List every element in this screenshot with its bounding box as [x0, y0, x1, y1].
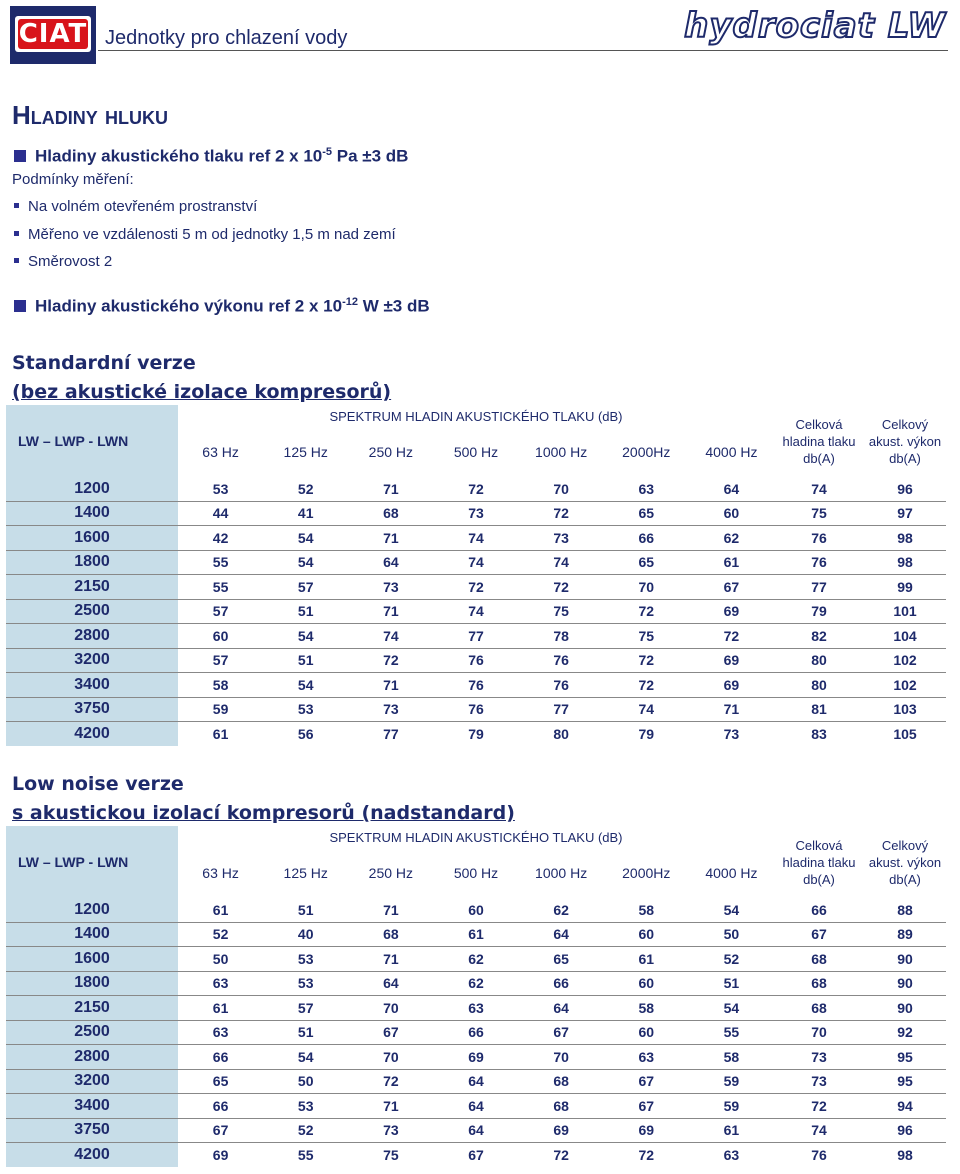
value-cell: 50 — [263, 1069, 348, 1094]
value-cell: 54 — [263, 673, 348, 698]
value-cell: 52 — [178, 922, 263, 947]
value-cell: 102 — [864, 648, 946, 673]
noise-table-standard — [6, 405, 946, 746]
value-cell: 82 — [774, 624, 864, 649]
value-cell: 62 — [433, 971, 518, 996]
value-cell: 74 — [519, 550, 604, 575]
value-cell: 66 — [178, 1094, 263, 1119]
condition-item — [14, 198, 257, 215]
value-cell: 72 — [553, 1146, 569, 1163]
table-row — [6, 697, 946, 722]
value-cell: 64 — [519, 922, 604, 947]
value-cell: 75 — [519, 599, 604, 624]
value-cell: 70 — [604, 575, 689, 600]
value-cell: 66 — [519, 971, 604, 996]
model-cell: 1600 — [6, 947, 178, 972]
bullet-sound-power — [14, 296, 430, 317]
value-cell: 68 — [774, 996, 864, 1021]
table-row — [6, 1094, 946, 1119]
table-row — [6, 501, 946, 526]
value-cell: 90 — [864, 996, 946, 1021]
value-cell: 96 — [864, 1118, 946, 1143]
value-cell: 69 — [689, 599, 774, 624]
band-header: 63 Hz — [202, 444, 239, 460]
table-row — [6, 971, 946, 996]
table-row — [6, 550, 946, 575]
model-cell: 2800 — [6, 1045, 178, 1070]
value-cell: 64 — [433, 1094, 518, 1119]
value-cell: 54 — [263, 1045, 348, 1070]
bullet-dot-icon — [14, 258, 19, 263]
model-cell: 2800 — [6, 624, 178, 649]
value-cell: 55 — [178, 550, 263, 575]
value-cell: 68 — [519, 1094, 604, 1119]
bullet-sound-pressure — [14, 146, 408, 167]
model-cell: 2500 — [6, 1020, 178, 1045]
value-cell: 76 — [519, 648, 604, 673]
value-cell: 71 — [348, 673, 433, 698]
value-cell: 60 — [178, 624, 263, 649]
condition-text: Na volném otevřeném prostranství — [28, 198, 258, 215]
total-pressure-header: Celková hladina tlaku db(A) — [782, 416, 856, 466]
value-cell: 69 — [689, 673, 774, 698]
value-cell: 64 — [519, 996, 604, 1021]
spectrum-header: SPEKTRUM HLADIN AKUSTICKÉHO TLAKU (dB) — [329, 408, 623, 424]
bullet-dot-icon — [14, 203, 19, 208]
band-header: 4000 Hz — [705, 444, 758, 460]
value-cell: 63 — [178, 971, 263, 996]
model-cell: 1400 — [6, 922, 178, 947]
value-cell: 59 — [178, 697, 263, 722]
table-row — [6, 648, 946, 673]
value-cell: 80 — [774, 648, 864, 673]
value-cell: 67 — [519, 1020, 604, 1045]
band-header: 125 Hz — [283, 444, 328, 460]
value-cell: 77 — [383, 725, 399, 742]
value-cell: 74 — [433, 526, 518, 551]
value-cell: 54 — [263, 550, 348, 575]
value-cell: 60 — [604, 1020, 689, 1045]
section-title-lownoise: Low noise verze — [12, 773, 184, 795]
value-cell: 81 — [774, 697, 864, 722]
value-cell: 69 — [212, 1146, 229, 1163]
square-bullet-icon — [14, 300, 26, 312]
value-cell: 71 — [348, 1094, 433, 1119]
value-cell: 52 — [263, 477, 348, 501]
table-row — [6, 1020, 946, 1045]
value-cell: 60 — [604, 922, 689, 947]
model-cell: 3400 — [6, 1094, 178, 1119]
model-column-header: LW – LWP - LWN — [6, 405, 178, 477]
value-cell: 67 — [178, 1118, 263, 1143]
value-cell: 74 — [774, 1118, 864, 1143]
header-title: Jednotky pro chlazení vody — [105, 27, 348, 49]
value-cell: 75 — [774, 501, 864, 526]
table-row — [6, 624, 946, 649]
value-cell: 67 — [689, 575, 774, 600]
value-cell: 72 — [689, 624, 774, 649]
value-cell: 51 — [263, 599, 348, 624]
condition-item — [14, 253, 112, 270]
value-cell: 67 — [604, 1069, 689, 1094]
value-cell: 67 — [348, 1020, 433, 1045]
band-header: 1000 Hz — [535, 865, 588, 881]
value-cell: 61 — [212, 725, 229, 742]
value-cell: 95 — [864, 1069, 946, 1094]
value-cell: 65 — [604, 550, 689, 575]
table-row — [6, 673, 946, 698]
value-cell: 59 — [689, 1094, 774, 1119]
value-cell: 60 — [689, 501, 774, 526]
section-subtitle-lownoise: s akustickou izolací kompresorů (nadstandard) — [12, 802, 515, 824]
model-cell: 4200 — [6, 722, 178, 746]
total-power-header: Celkový akust. výkon db(A) — [868, 416, 942, 466]
value-cell: 66 — [774, 898, 864, 922]
value-cell: 96 — [864, 477, 946, 501]
table-row — [6, 722, 946, 746]
value-cell: 66 — [178, 1045, 263, 1070]
model-cell: 3200 — [6, 1069, 178, 1094]
table-row — [6, 996, 946, 1021]
value-cell: 51 — [689, 971, 774, 996]
bullet-dot-icon — [14, 231, 19, 236]
value-cell: 53 — [263, 697, 348, 722]
value-cell: 68 — [774, 947, 864, 972]
table-row — [6, 947, 946, 972]
value-cell: 95 — [864, 1045, 946, 1070]
value-cell: 80 — [553, 725, 569, 742]
table-row — [6, 1069, 946, 1094]
value-cell: 52 — [263, 1118, 348, 1143]
value-cell: 57 — [178, 599, 263, 624]
value-cell: 42 — [178, 526, 263, 551]
value-cell: 64 — [433, 1118, 518, 1143]
value-cell: 61 — [689, 550, 774, 575]
value-cell: 72 — [604, 599, 689, 624]
value-cell: 64 — [348, 550, 433, 575]
value-cell: 98 — [864, 526, 946, 551]
value-cell: 65 — [604, 501, 689, 526]
value-cell: 74 — [774, 477, 864, 501]
table-row — [6, 1143, 946, 1167]
value-cell: 71 — [348, 477, 433, 501]
value-cell: 79 — [468, 725, 484, 742]
value-cell: 65 — [519, 947, 604, 972]
model-cell: 1600 — [6, 526, 178, 551]
value-cell: 61 — [604, 947, 689, 972]
value-cell: 76 — [774, 526, 864, 551]
logo-text: CIAT — [18, 19, 88, 49]
value-cell: 53 — [178, 477, 263, 501]
value-cell: 97 — [864, 501, 946, 526]
total-power-header: Celkový akust. výkon db(A) — [868, 837, 942, 887]
value-cell: 51 — [263, 1020, 348, 1045]
value-cell: 54 — [689, 996, 774, 1021]
value-cell: 102 — [864, 673, 946, 698]
value-cell: 68 — [348, 922, 433, 947]
value-cell: 72 — [519, 575, 604, 600]
value-cell: 70 — [348, 1045, 433, 1070]
value-cell: 59 — [689, 1069, 774, 1094]
value-cell: 74 — [433, 599, 518, 624]
model-cell: 3200 — [6, 648, 178, 673]
value-cell: 55 — [297, 1146, 314, 1163]
value-cell: 76 — [433, 673, 518, 698]
value-cell: 51 — [263, 648, 348, 673]
value-cell: 71 — [348, 526, 433, 551]
value-cell: 73 — [774, 1045, 864, 1070]
value-cell: 65 — [178, 1069, 263, 1094]
value-cell: 70 — [774, 1020, 864, 1045]
value-cell: 70 — [348, 996, 433, 1021]
value-cell: 98 — [897, 1146, 913, 1163]
value-cell: 63 — [604, 477, 689, 501]
model-cell: 1200 — [6, 477, 178, 501]
value-cell: 54 — [263, 526, 348, 551]
value-cell: 78 — [519, 624, 604, 649]
bullet-exponent: -5 — [322, 146, 333, 158]
value-cell: 76 — [433, 648, 518, 673]
value-cell: 73 — [519, 526, 604, 551]
band-header: 250 Hz — [368, 444, 414, 460]
model-column-header: LW – LWP - LWN — [6, 826, 178, 898]
total-pressure-header: Celková hladina tlaku db(A) — [782, 837, 856, 887]
value-cell: 53 — [263, 971, 348, 996]
value-cell: 77 — [774, 575, 864, 600]
table-row — [6, 477, 946, 501]
value-cell: 63 — [433, 996, 518, 1021]
value-cell: 72 — [433, 575, 518, 600]
value-cell: 77 — [433, 624, 518, 649]
value-cell: 52 — [689, 947, 774, 972]
value-cell: 66 — [433, 1020, 518, 1045]
conditions-label: Podmínky měření: — [12, 171, 134, 188]
value-cell: 98 — [864, 550, 946, 575]
value-cell: 44 — [178, 501, 263, 526]
value-cell: 63 — [604, 1045, 689, 1070]
value-cell: 68 — [348, 501, 433, 526]
table-row — [6, 526, 946, 551]
brand-logo: hydrociat LW — [684, 6, 946, 46]
value-cell: 60 — [604, 971, 689, 996]
table-row — [6, 1118, 946, 1143]
value-cell: 74 — [433, 550, 518, 575]
value-cell: 64 — [348, 971, 433, 996]
ciat-logo — [10, 6, 96, 64]
table-row — [6, 599, 946, 624]
value-cell: 72 — [519, 501, 604, 526]
band-header: 500 Hz — [453, 444, 499, 460]
noise-table-lownoise — [6, 826, 946, 1167]
value-cell: 104 — [864, 624, 946, 649]
value-cell: 76 — [774, 550, 864, 575]
value-cell: 50 — [178, 947, 263, 972]
value-cell: 83 — [811, 725, 827, 742]
value-cell: 72 — [638, 1146, 655, 1163]
condition-text: Měřeno ve vzdálenosti 5 m od jednotky 1,5 m nad zemí — [28, 226, 396, 243]
value-cell: 77 — [519, 697, 604, 722]
value-cell: 70 — [519, 477, 604, 501]
band-header: 125 Hz — [283, 865, 328, 881]
value-cell: 74 — [348, 624, 433, 649]
table-row — [6, 575, 946, 600]
value-cell: 57 — [263, 996, 348, 1021]
value-cell: 71 — [348, 898, 433, 922]
value-cell: 99 — [864, 575, 946, 600]
value-cell: 67 — [604, 1094, 689, 1119]
value-cell: 41 — [263, 501, 348, 526]
table-row — [6, 922, 946, 947]
value-cell: 56 — [297, 725, 314, 742]
bullet-suffix: Pa ±3 dB — [332, 146, 409, 166]
value-cell: 63 — [178, 1020, 263, 1045]
value-cell: 76 — [811, 1146, 827, 1163]
value-cell: 63 — [723, 1146, 740, 1163]
value-cell: 71 — [348, 599, 433, 624]
band-header: 1000 Hz — [535, 444, 588, 460]
value-cell: 55 — [178, 575, 263, 600]
bullet-exponent: -12 — [342, 296, 358, 308]
model-cell: 4200 — [6, 1143, 178, 1167]
value-cell: 40 — [263, 922, 348, 947]
header-divider — [98, 50, 948, 51]
band-header: 2000Hz — [622, 444, 671, 460]
value-cell: 70 — [519, 1045, 604, 1070]
value-cell: 73 — [774, 1069, 864, 1094]
value-cell: 74 — [604, 697, 689, 722]
model-cell: 3400 — [6, 673, 178, 698]
value-cell: 75 — [604, 624, 689, 649]
table-row — [6, 1045, 946, 1070]
value-cell: 58 — [178, 673, 263, 698]
value-cell: 73 — [348, 575, 433, 600]
value-cell: 101 — [864, 599, 946, 624]
value-cell: 62 — [689, 526, 774, 551]
model-cell: 1400 — [6, 501, 178, 526]
model-cell: 1800 — [6, 550, 178, 575]
bullet-text: Hladiny akustického výkonu ref 2 x 10 — [35, 296, 343, 316]
model-cell: 1200 — [6, 898, 178, 922]
value-cell: 79 — [638, 725, 655, 742]
section-subtitle-standard: (bez akustické izolace kompresorů) — [12, 381, 392, 403]
value-cell: 57 — [263, 575, 348, 600]
spectrum-header: SPEKTRUM HLADIN AKUSTICKÉHO TLAKU (dB) — [329, 829, 623, 845]
value-cell: 79 — [774, 599, 864, 624]
band-header: 4000 Hz — [705, 865, 758, 881]
value-cell: 66 — [604, 526, 689, 551]
value-cell: 61 — [689, 1118, 774, 1143]
model-cell: 3750 — [6, 1118, 178, 1143]
value-cell: 76 — [433, 697, 518, 722]
value-cell: 69 — [433, 1045, 518, 1070]
value-cell: 90 — [864, 947, 946, 972]
value-cell: 61 — [178, 898, 263, 922]
value-cell: 80 — [774, 673, 864, 698]
value-cell: 62 — [519, 898, 604, 922]
value-cell: 58 — [604, 898, 689, 922]
condition-text: Směrovost 2 — [28, 253, 113, 270]
value-cell: 90 — [864, 971, 946, 996]
value-cell: 62 — [433, 947, 518, 972]
value-cell: 73 — [433, 501, 518, 526]
value-cell: 61 — [178, 996, 263, 1021]
value-cell: 71 — [689, 697, 774, 722]
section-title-standard: Standardní verze — [12, 352, 196, 374]
value-cell: 68 — [774, 971, 864, 996]
value-cell: 94 — [864, 1094, 946, 1119]
value-cell: 69 — [604, 1118, 689, 1143]
condition-item — [14, 226, 396, 243]
value-cell: 92 — [864, 1020, 946, 1045]
value-cell: 72 — [604, 648, 689, 673]
value-cell: 73 — [348, 697, 433, 722]
value-cell: 54 — [689, 898, 774, 922]
value-cell: 72 — [348, 648, 433, 673]
table-row — [6, 898, 946, 922]
value-cell: 103 — [864, 697, 946, 722]
value-cell: 60 — [433, 898, 518, 922]
value-cell: 67 — [468, 1146, 484, 1163]
value-cell: 50 — [689, 922, 774, 947]
value-cell: 55 — [689, 1020, 774, 1045]
value-cell: 68 — [519, 1069, 604, 1094]
value-cell: 57 — [178, 648, 263, 673]
band-header: 63 Hz — [202, 865, 239, 881]
square-bullet-icon — [14, 150, 26, 162]
bullet-text: Hladiny akustického tlaku ref 2 x 10 — [35, 146, 323, 166]
value-cell: 71 — [348, 947, 433, 972]
model-cell: 3750 — [6, 697, 178, 722]
value-cell: 64 — [689, 477, 774, 501]
value-cell: 53 — [263, 947, 348, 972]
model-cell: 2150 — [6, 996, 178, 1021]
value-cell: 69 — [519, 1118, 604, 1143]
value-cell: 61 — [433, 922, 518, 947]
band-header: 500 Hz — [453, 865, 499, 881]
value-cell: 51 — [263, 898, 348, 922]
page-title: Hladiny hluku — [12, 100, 168, 130]
value-cell: 72 — [604, 673, 689, 698]
value-cell: 75 — [383, 1146, 399, 1163]
model-cell: 2150 — [6, 575, 178, 600]
model-cell: 1800 — [6, 971, 178, 996]
value-cell: 105 — [893, 725, 917, 742]
value-cell: 67 — [774, 922, 864, 947]
value-cell: 58 — [689, 1045, 774, 1070]
value-cell: 72 — [433, 477, 518, 501]
band-header: 2000Hz — [622, 865, 671, 881]
value-cell: 73 — [348, 1118, 433, 1143]
bullet-suffix: W ±3 dB — [357, 296, 430, 316]
value-cell: 73 — [723, 725, 740, 742]
value-cell: 72 — [348, 1069, 433, 1094]
value-cell: 54 — [263, 624, 348, 649]
value-cell: 88 — [864, 898, 946, 922]
value-cell: 64 — [433, 1069, 518, 1094]
value-cell: 69 — [689, 648, 774, 673]
value-cell: 89 — [864, 922, 946, 947]
value-cell: 53 — [263, 1094, 348, 1119]
model-cell: 2500 — [6, 599, 178, 624]
value-cell: 76 — [519, 673, 604, 698]
value-cell: 72 — [774, 1094, 864, 1119]
value-cell: 58 — [604, 996, 689, 1021]
band-header: 250 Hz — [368, 865, 414, 881]
